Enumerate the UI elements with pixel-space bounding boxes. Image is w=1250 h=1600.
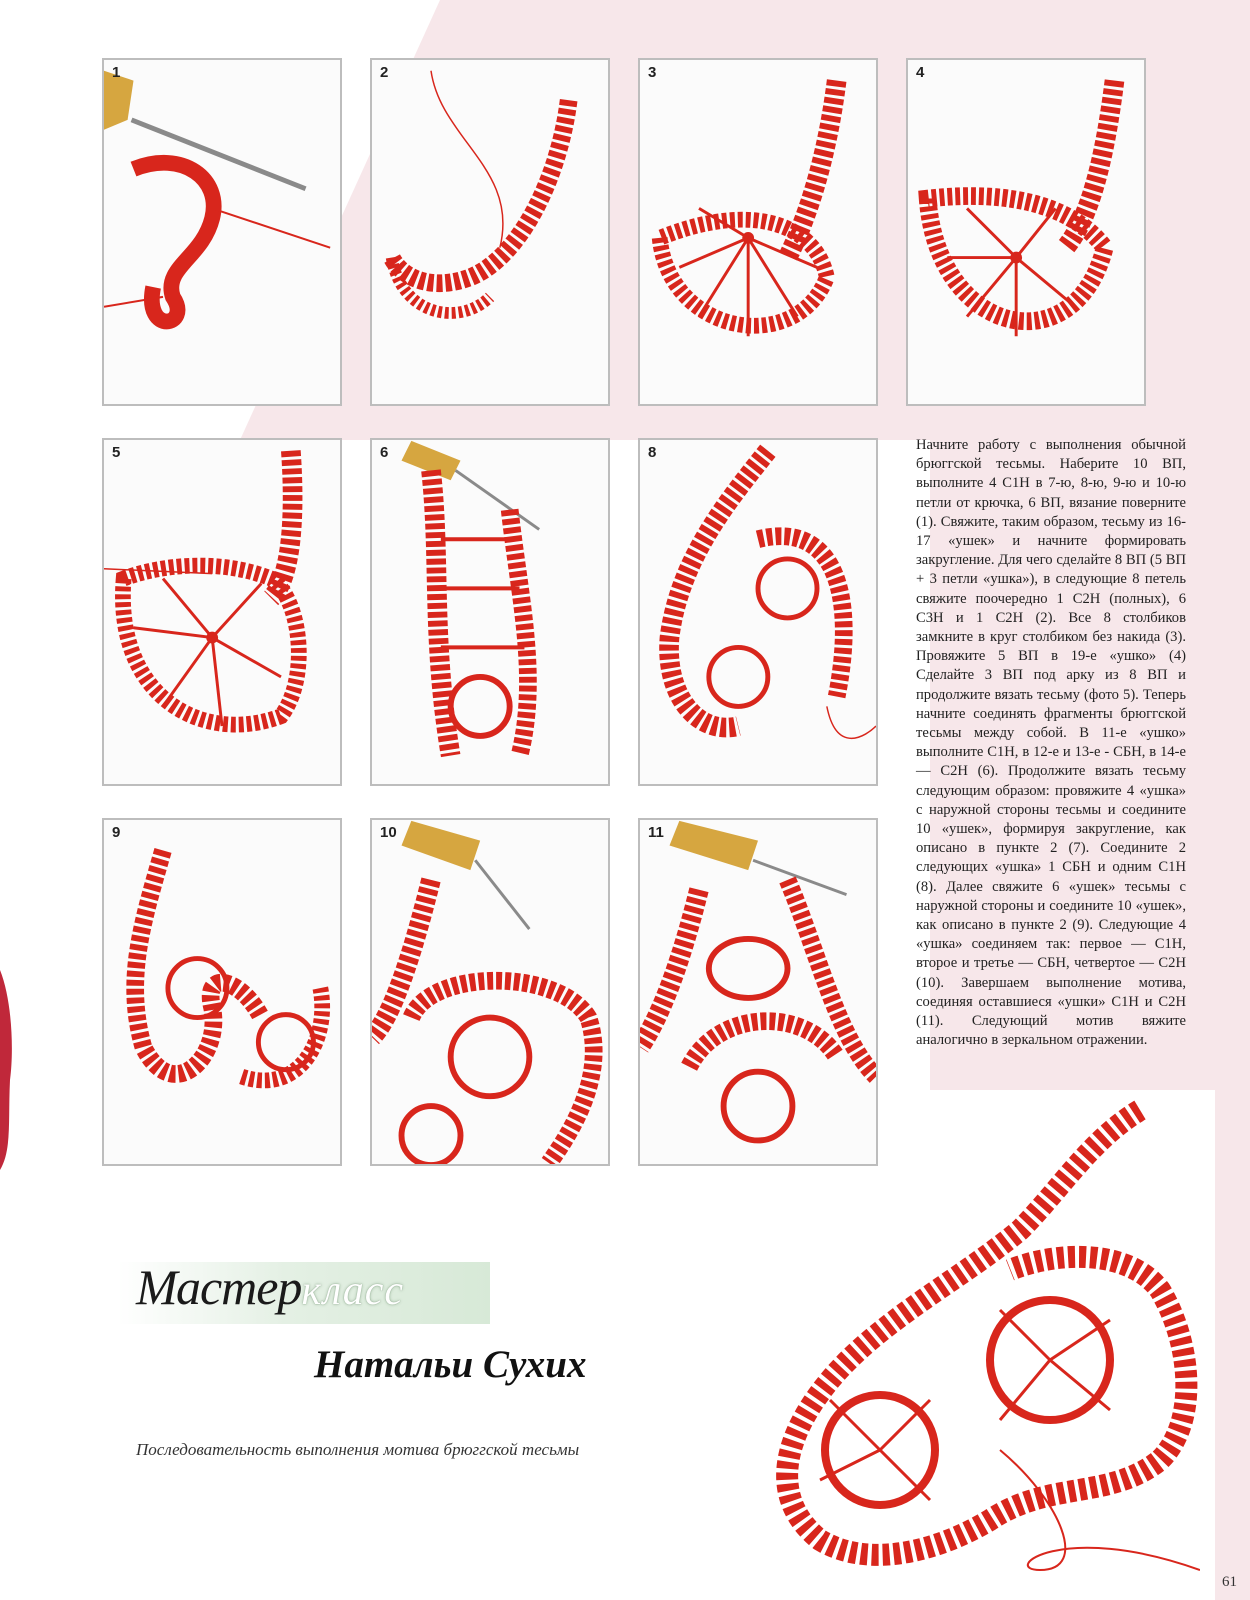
- step-number: 11: [648, 824, 664, 841]
- figure-caption: Последовательность выполнения мотива брюггской тесьмы: [136, 1440, 580, 1459]
- step-photo-3: [638, 58, 878, 406]
- step-number: 1: [112, 64, 121, 81]
- step-number: 9: [112, 824, 121, 841]
- lace-photo-tape-curve: [372, 60, 608, 404]
- lace-photo-four-ears-joined: [372, 820, 608, 1164]
- step-number: 2: [380, 64, 389, 81]
- lace-photo-circle-closed: [640, 60, 876, 404]
- step-photo-2: [370, 58, 610, 406]
- step-photo-1: [102, 58, 342, 406]
- step-number: 3: [648, 64, 657, 81]
- lace-photo-ear-joined: [908, 60, 1144, 404]
- lace-photo-connect-fragments: [372, 440, 608, 784]
- finished-lace-motif: [760, 1100, 1200, 1580]
- step-photo-10: [370, 818, 610, 1166]
- title-part-class: класс: [301, 1268, 405, 1314]
- page-number: 61: [1222, 1574, 1237, 1590]
- step-number: 6: [380, 444, 389, 461]
- instructions-text: Начните работу с выполнения обычной брюггской тесьмы. Наберите 10 ВП, выполните 4 С1Н в 7-ю, 8-ю, 9-ю и 10-ю петли от крючка, 6 ВП, вязание поверните (1). Свяжите, таким образом, тесьму из 16-17 «ушек» и начните формировать закругление. Для чего сделайте 8 ВП (5 ВП + 3 петли «ушка»), в следующие 8 петель свяжите поочередно 1 С2Н (полных), 6 С3Н и 1 С2Н (2). Все 8 столбиков замкните в круг столбиком без накида (3). Провяжите 5 ВП в 19-е «ушко» (4) Сделайте 3 ВП под арку из 8 ВП и продолжите вязать тесьму (фото 5). Теперь начните соединять фрагменты брюггской тесьмы между собой. В 11-е «ушко» выполните С1Н, в 12-е и 13-е - СБН, в 14-е — С2Н (6). Продолжите вязать тесьму следующим образом: провяжите 4 «ушка» с наружной стороны тесьмы и соедините 10 «ушек», формируя закругление, как описано в пункте 2 (7). Соедините 2 следующих «ушка» 1 СБН и одним С1Н (8). Далее свяжите 6 «ушек» тесьмы с наружной стороны и соедините 10 «ушек», как описано в пункте 2 (9). Следующие 4 «ушка» соединяем так: первое — С1Н, второе и третье — СБН, четвертое — С2Н (10). Завершаем выполнение мотива, соединяя оставшиеся «ушки» С1Н и С2Н (11). Следующий мотив вяжите аналогично в зеркальном отражении.: [916, 437, 1186, 1049]
- author-name: Натальи Сухих: [314, 1343, 587, 1386]
- step-photo-6: [370, 438, 610, 786]
- step-photo-4: [906, 58, 1146, 406]
- step-number: 8: [648, 444, 657, 461]
- step-number: 5: [112, 444, 121, 461]
- step-photo-9: [102, 818, 342, 1166]
- step-number: 10: [380, 824, 397, 841]
- step-number: 4: [916, 64, 925, 81]
- section-title: [136, 1258, 404, 1316]
- lace-photo-two-ears-joined: [640, 440, 876, 784]
- lace-photo-start: [104, 60, 340, 404]
- lace-photo-second-curve: [104, 820, 340, 1164]
- step-photo-5: [102, 438, 342, 786]
- title-part-master: Мастер: [136, 1259, 302, 1315]
- lace-photo-tape-continued: [104, 440, 340, 784]
- side-lace-swatch: [0, 970, 14, 1170]
- step-photo-8: [638, 438, 878, 786]
